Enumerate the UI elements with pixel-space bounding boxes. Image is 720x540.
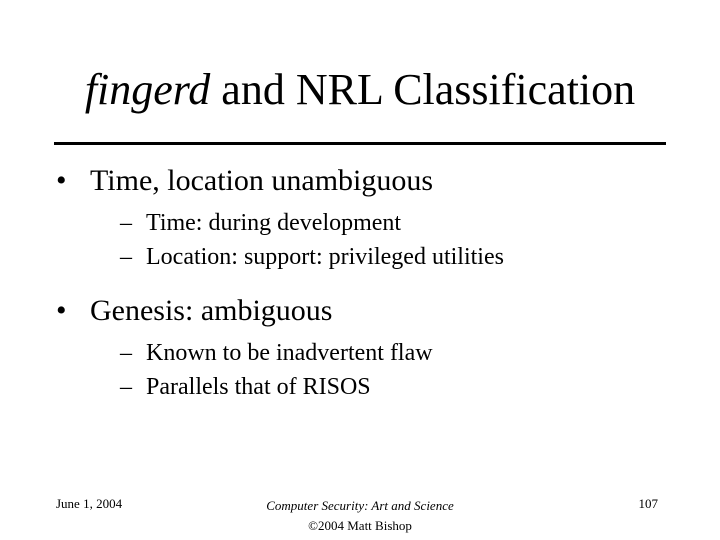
sub-bullet-list [56,336,676,404]
sub-bullet-list [56,206,676,274]
footer-page-number: 107 [638,496,658,511]
bullet-text: Genesis: ambiguous [90,294,333,327]
sub-bullet-item [56,370,676,404]
bullet-group-2 [56,292,676,404]
bullet-item [56,162,676,200]
footer-course: Computer Security: Art and Science [266,498,454,513]
dash-icon: – [120,210,132,236]
footer-date: June 1, 2004 [56,496,123,511]
sub-bullet-item [56,240,676,274]
bullet-item [56,292,676,330]
sub-bullet-item [56,206,676,240]
sub-bullet-text: Parallels that of RISOS [146,374,371,400]
sub-bullet-text: Time: during development [146,210,402,236]
sub-bullet-text: Location: support: privileged utilities [146,244,504,270]
bullet-icon: • [56,164,67,197]
slide-title-italic: fingerd [84,65,211,114]
slide-title [54,66,666,114]
footer-center [220,496,500,536]
sub-bullet-item [56,336,676,370]
bullet-icon: • [56,294,67,327]
title-divider [54,142,666,145]
slide-title-rest: and NRL Classification [210,65,636,114]
bullet-list [56,162,676,422]
bullet-group-1 [56,162,676,274]
footer-copyright: ©2004 Matt Bishop [308,518,412,533]
dash-icon: – [120,340,132,366]
dash-icon: – [120,374,132,400]
sub-bullet-text: Known to be inadvertent flaw [146,340,433,366]
bullet-text: Time, location unambiguous [90,164,434,197]
dash-icon: – [120,244,132,270]
